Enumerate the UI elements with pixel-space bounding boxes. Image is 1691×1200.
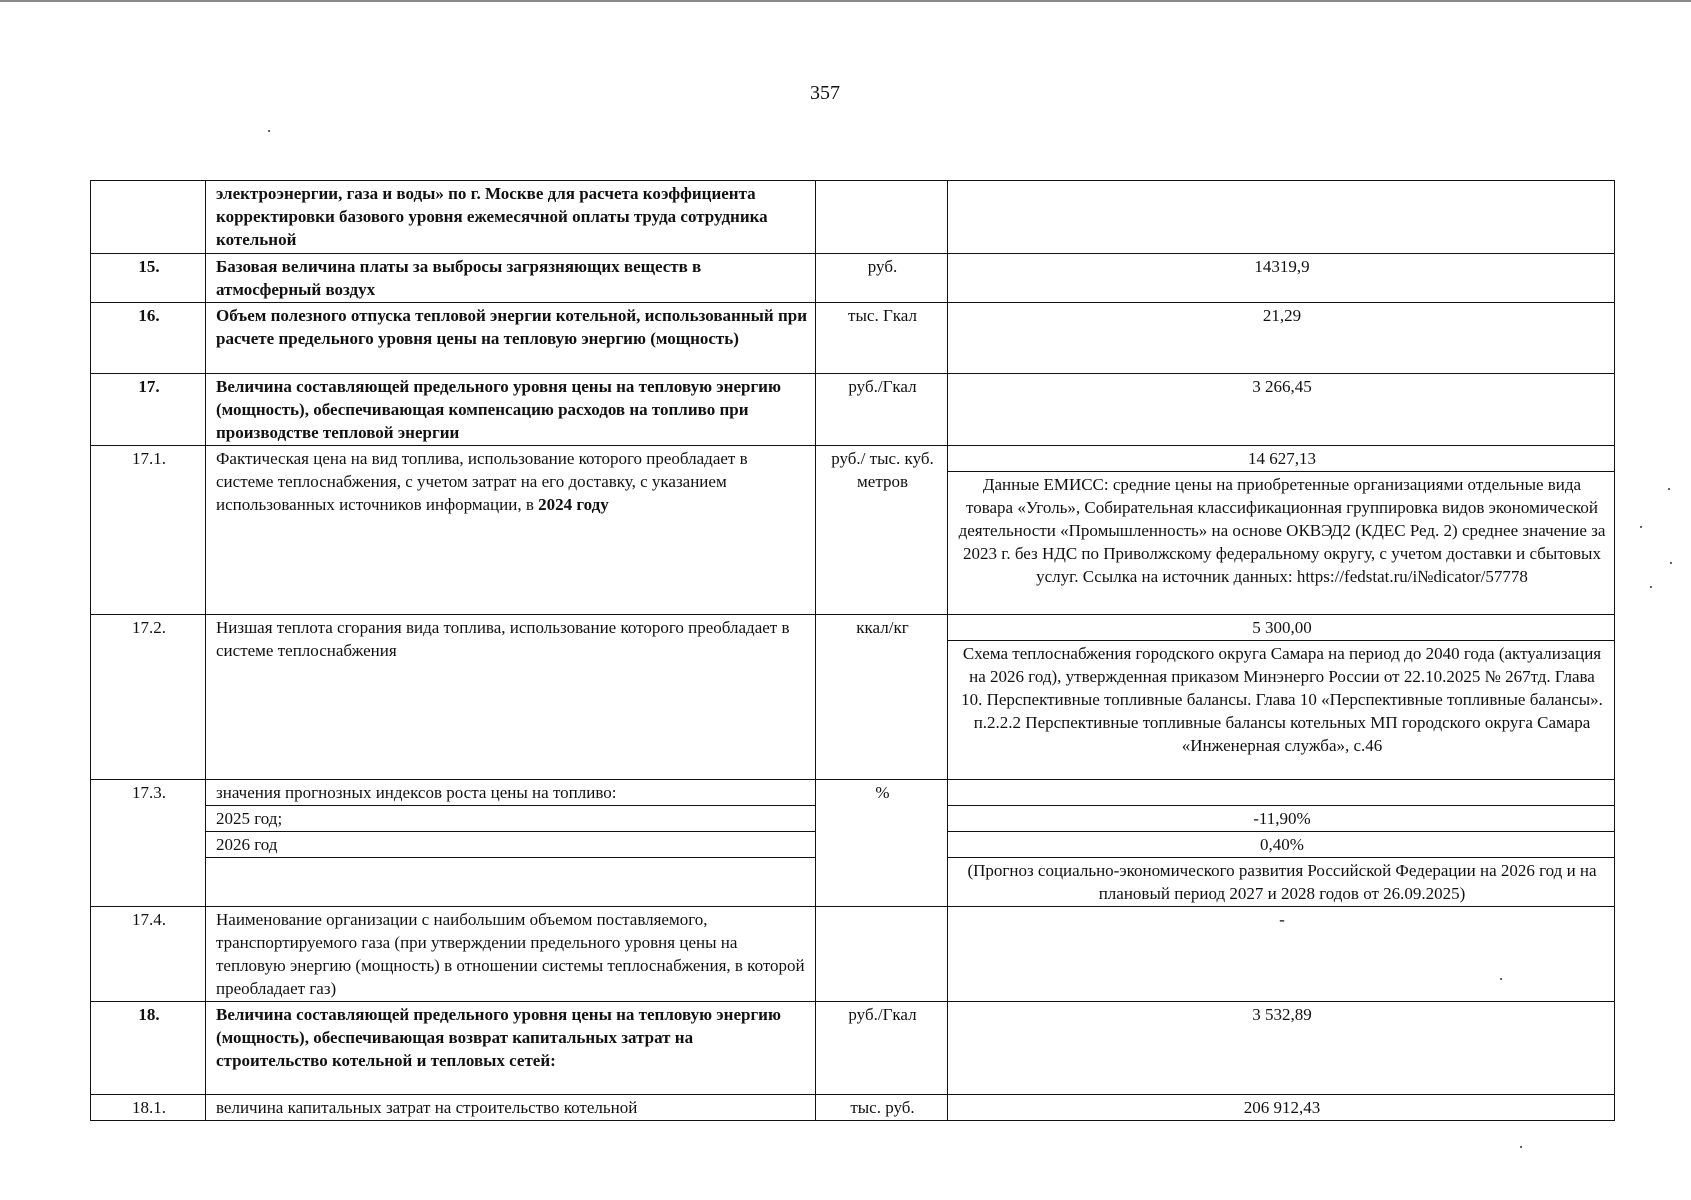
row-description (206, 446, 816, 615)
row-unit: руб. (816, 254, 948, 303)
row-description: Величина составляющей предельного уровня цены на тепловую энергию (мощность), обеспечивающая компенсацию расходов на топливо при производстве тепловой энергии (206, 374, 816, 446)
row-number: 15. (91, 254, 206, 303)
row-value (948, 181, 1615, 254)
sub-row-value: 0,40% (948, 832, 1615, 858)
row-number (91, 181, 206, 254)
row-value: 5 300,00 (948, 615, 1615, 641)
row-unit: ккал/кг (816, 615, 948, 780)
table-row (91, 1002, 1615, 1095)
row-value: 206 912,43 (948, 1095, 1615, 1121)
row-value: 3 532,89 (948, 1002, 1615, 1095)
row-value: 3 266,45 (948, 374, 1615, 446)
row-description: Базовая величина платы за выбросы загрязняющих веществ в атмосферный воздух (206, 254, 816, 303)
sub-row-empty (206, 858, 816, 907)
row-value: 14 627,13 (948, 446, 1615, 472)
row-description: величина капитальных затрат на строительство котельной (206, 1095, 816, 1121)
row-number: 17.4. (91, 907, 206, 1002)
scan-speck (1650, 586, 1652, 588)
row-number: 17. (91, 374, 206, 446)
sub-row-value: -11,90% (948, 806, 1615, 832)
row-description: Объем полезного отпуска тепловой энергии котельной, использованный при расчете предельного уровня цены на тепловую энергию (мощность) (206, 303, 816, 374)
scan-speck (1640, 526, 1642, 528)
page-number: 357 (810, 82, 840, 104)
scan-speck (1670, 562, 1672, 564)
row-unit: % (816, 780, 948, 907)
row-number: 18.1. (91, 1095, 206, 1121)
row-value: - (948, 907, 1615, 1002)
row-source: Данные ЕМИСС: средние цены на приобретенные организациями отдельные вида товара «Уголь», Собирательная классификационная группировка видов экономической деятельности «Промышленность» на основе ОКВЭД2 (КДЕС Ред. 2) среднее значение за 2023 г. без НДС по Приволжскому федеральному округу, с учетом доставки и сбытовых услуг. Ссылка на источник данных: https://fedstat.ru/i№dicator/57778 (948, 472, 1615, 615)
row-description-year: 2024 году (538, 495, 609, 514)
table-row (91, 780, 1615, 806)
row-description: Наименование организации с наибольшим объемом поставляемого, транспортируемого газа (при утверждении предельного уровня цены на тепловую энергию (мощность) в отношении системы теплоснабжения, в которой преобладает газ) (206, 907, 816, 1002)
row-number: 16. (91, 303, 206, 374)
row-unit: тыс. руб. (816, 1095, 948, 1121)
table-row (91, 615, 1615, 641)
row-number: 17.1. (91, 446, 206, 615)
row-unit (816, 907, 948, 1002)
row-source: (Прогноз социально-экономического развития Российской Федерации на 2026 год и на плановый период 2027 и 2028 годов от 26.09.2025) (948, 858, 1615, 907)
tariff-parameters-table (90, 180, 1615, 1121)
row-unit: руб./Гкал (816, 374, 948, 446)
row-unit (816, 181, 948, 254)
scan-top-edge (0, 0, 1691, 2)
scan-speck (1668, 488, 1670, 490)
row-value: 14319,9 (948, 254, 1615, 303)
sub-row-label: 2025 год; (206, 806, 816, 832)
table-row (91, 1095, 1615, 1121)
row-number: 17.2. (91, 615, 206, 780)
row-source: Схема теплоснабжения городского округа Самара на период до 2040 года (актуализация на 2026 год), утвержденная приказом Минэнерго России от 22.10.2025 № 267тд. Глава 10. Перспективные топливные балансы. Глава 10 «Перспективные топливные балансы». п.2.2.2 Перспективные топливные балансы котельных МП городского округа Самара «Инженерная служба», с.46 (948, 641, 1615, 780)
row-unit: тыс. Гкал (816, 303, 948, 374)
row-description: электроэнергии, газа и воды» по г. Москве для расчета коэффициента корректировки базового уровня ежемесячной оплаты труда сотрудника котельной (206, 181, 816, 254)
row-number: 18. (91, 1002, 206, 1095)
table-row (91, 254, 1615, 303)
row-unit: руб./ тыс. куб. метров (816, 446, 948, 615)
table-row (91, 374, 1615, 446)
row-number: 17.3. (91, 780, 206, 907)
table-row (91, 907, 1615, 1002)
row-unit: руб./Гкал (816, 1002, 948, 1095)
row-description-text: Фактическая цена на вид топлива, использование которого преобладает в системе теплоснабжения, с учетом затрат на его доставку, с указанием использованных источников информации, в (216, 449, 748, 514)
row-value (948, 780, 1615, 806)
row-description: значения прогнозных индексов роста цены на топливо: (206, 780, 816, 806)
table-row (91, 303, 1615, 374)
sub-row-label: 2026 год (206, 832, 816, 858)
table-row (91, 181, 1615, 254)
row-description: Низшая теплота сгорания вида топлива, использование которого преобладает в системе теплоснабжения (206, 615, 816, 780)
row-description: Величина составляющей предельного уровня цены на тепловую энергию (мощность), обеспечивающая возврат капитальных затрат на строительство котельной и тепловых сетей: (206, 1002, 816, 1095)
row-value: 21,29 (948, 303, 1615, 374)
scan-speck (268, 130, 270, 132)
scan-speck (1520, 1146, 1522, 1148)
table-row (91, 446, 1615, 472)
